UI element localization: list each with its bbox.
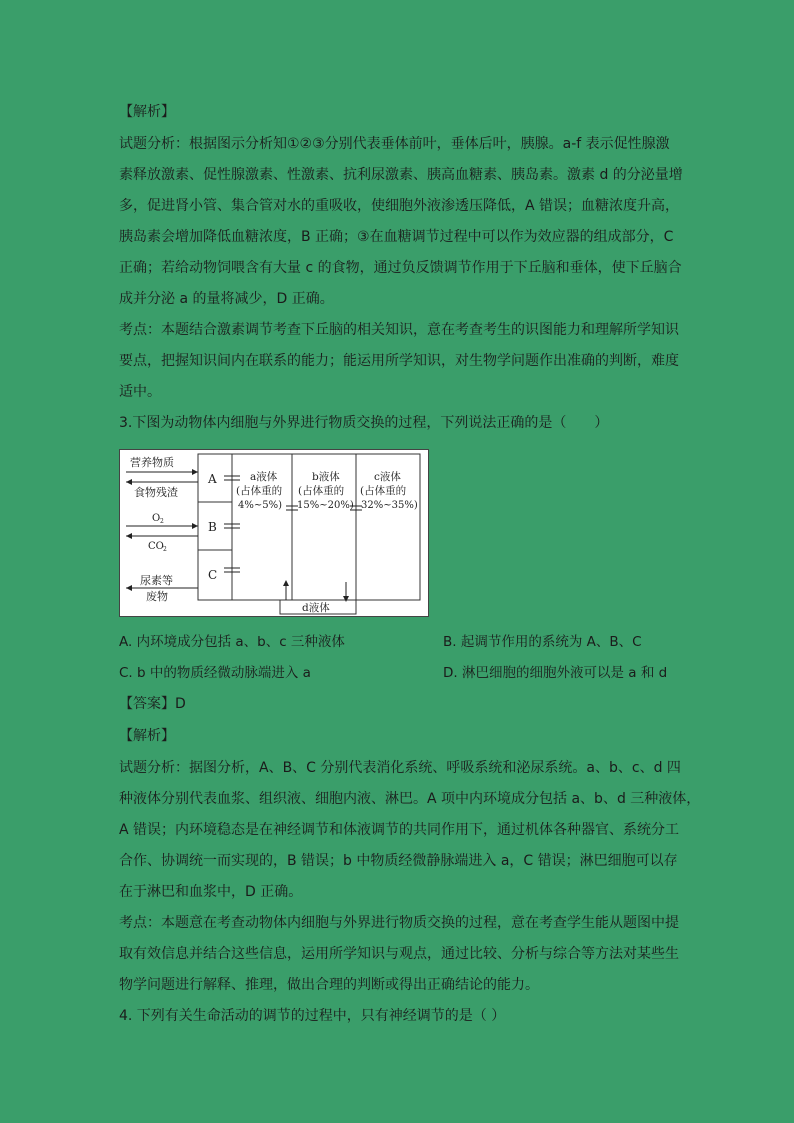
kaodian-line: 取有效信息并结合这些信息，运用所学知识与观点，通过比较、分析与综合等方法对某些生 xyxy=(119,946,679,962)
option-a[interactable]: A. 内环境成分包括 a、b、c 三种液体 xyxy=(119,634,345,650)
label-waste: 废物 xyxy=(146,590,168,603)
analysis-line: A 错误；内环境稳态是在神经调节和体液调节的共同作用下，通过机体各种器官、系统分工 xyxy=(119,822,680,838)
label-co2: CO xyxy=(148,541,164,552)
d-liquid-label: d液体 xyxy=(302,602,330,614)
box-c-label: C xyxy=(208,568,218,582)
option-d[interactable]: D. 淋巴细胞的细胞外液可以是 a 和 d xyxy=(443,665,668,681)
b-liquid-pct: 15%~20%) xyxy=(297,500,354,511)
kaodian-line: 考点：本题意在考查动物体内细胞与外界进行物质交换的过程，意在考查学生能从题图中提 xyxy=(119,915,679,931)
a-liquid-note: (占体重的 xyxy=(236,485,283,497)
kaodian-line: 适中。 xyxy=(119,384,161,400)
analysis-line: 试题分析：据图分析，A、B、C 分别代表消化系统、呼吸系统和泌尿系统。a、b、c、d 四 xyxy=(119,760,681,776)
analysis-line: 成并分泌 a 的量将减少，D 正确。 xyxy=(119,291,334,307)
analysis-line: 试题分析：根据图示分析知①②③分别代表垂体前叶，垂体后叶，胰腺。a-f 表示促性腺激 xyxy=(119,136,670,152)
answer: 【答案】D xyxy=(119,696,186,712)
analysis-header: 【解析】 xyxy=(119,104,175,120)
label-residue: 食物残渣 xyxy=(134,486,178,499)
c-liquid-name: c液体 xyxy=(374,471,401,483)
label-urea: 尿素等 xyxy=(140,574,173,587)
label-co2-sub: 2 xyxy=(163,546,167,553)
a-liquid-name: a液体 xyxy=(250,471,278,483)
question-3: 3.下图为动物体内细胞与外界进行物质交换的过程，下列说法正确的是（ ） xyxy=(119,415,609,431)
option-c[interactable]: C. b 中的物质经微动脉端进入 a xyxy=(119,665,311,681)
analysis-line: 素释放激素、促性腺激素、性激素、抗利尿激素、胰高血糖素、胰岛素。激素 d 的分泌量增 xyxy=(119,167,683,183)
a-liquid-pct: 4%~5%) xyxy=(238,500,283,511)
kaodian-line: 要点，把握知识间内在联系的能力；能运用所学知识，对生物学问题作出准确的判断，难度 xyxy=(119,353,679,369)
label-o2-sub: 2 xyxy=(160,518,164,525)
analysis-line: 正确；若给动物饲喂含有大量 c 的食物，通过负反馈调节作用于下丘脑和垂体，使下丘脑合 xyxy=(119,260,682,276)
analysis-line: 多，促进肾小管、集合管对水的重吸收，使细胞外液渗透压降低，A 错误；血糖浓度升高， xyxy=(119,198,680,214)
box-a-label: A xyxy=(208,472,217,486)
label-o2: O xyxy=(152,513,161,524)
question-4: 4. 下列有关生命活动的调节的过程中，只有神经调节的是（ ） xyxy=(119,1008,506,1024)
analysis-line: 种液体分别代表血浆、组织液、细胞内液、淋巴。A 项中内环境成分包括 a、b、d 三种液体， xyxy=(119,791,701,807)
label-nutrients: 营养物质 xyxy=(130,456,174,469)
analysis-header: 【解析】 xyxy=(119,728,175,744)
exchange-diagram xyxy=(119,449,429,617)
analysis-line: 胰岛素会增加降低血糖浓度，B 正确；③在血糖调节过程中可以作为效应器的组成部分，C xyxy=(119,229,674,245)
c-liquid-pct: 32%~35%) xyxy=(361,500,418,511)
kaodian-line: 物学问题进行解释、推理，做出合理的判断或得出正确结论的能力。 xyxy=(119,977,539,993)
c-liquid-note: (占体重的 xyxy=(360,485,407,497)
analysis-line: 合作、协调统一而实现的，B 错误；b 中物质经微静脉端进入 a，C 错误；淋巴细胞可以存 xyxy=(119,853,678,869)
b-liquid-note: (占体重的 xyxy=(298,485,345,497)
kaodian-line: 考点：本题结合激素调节考查下丘脑的相关知识，意在考查考生的识图能力和理解所学知识 xyxy=(119,322,679,338)
analysis-line: 在于淋巴和血浆中，D 正确。 xyxy=(119,884,303,900)
b-liquid-name: b液体 xyxy=(312,471,340,483)
option-b[interactable]: B. 起调节作用的系统为 A、B、C xyxy=(443,634,642,650)
box-b-label: B xyxy=(208,520,217,534)
